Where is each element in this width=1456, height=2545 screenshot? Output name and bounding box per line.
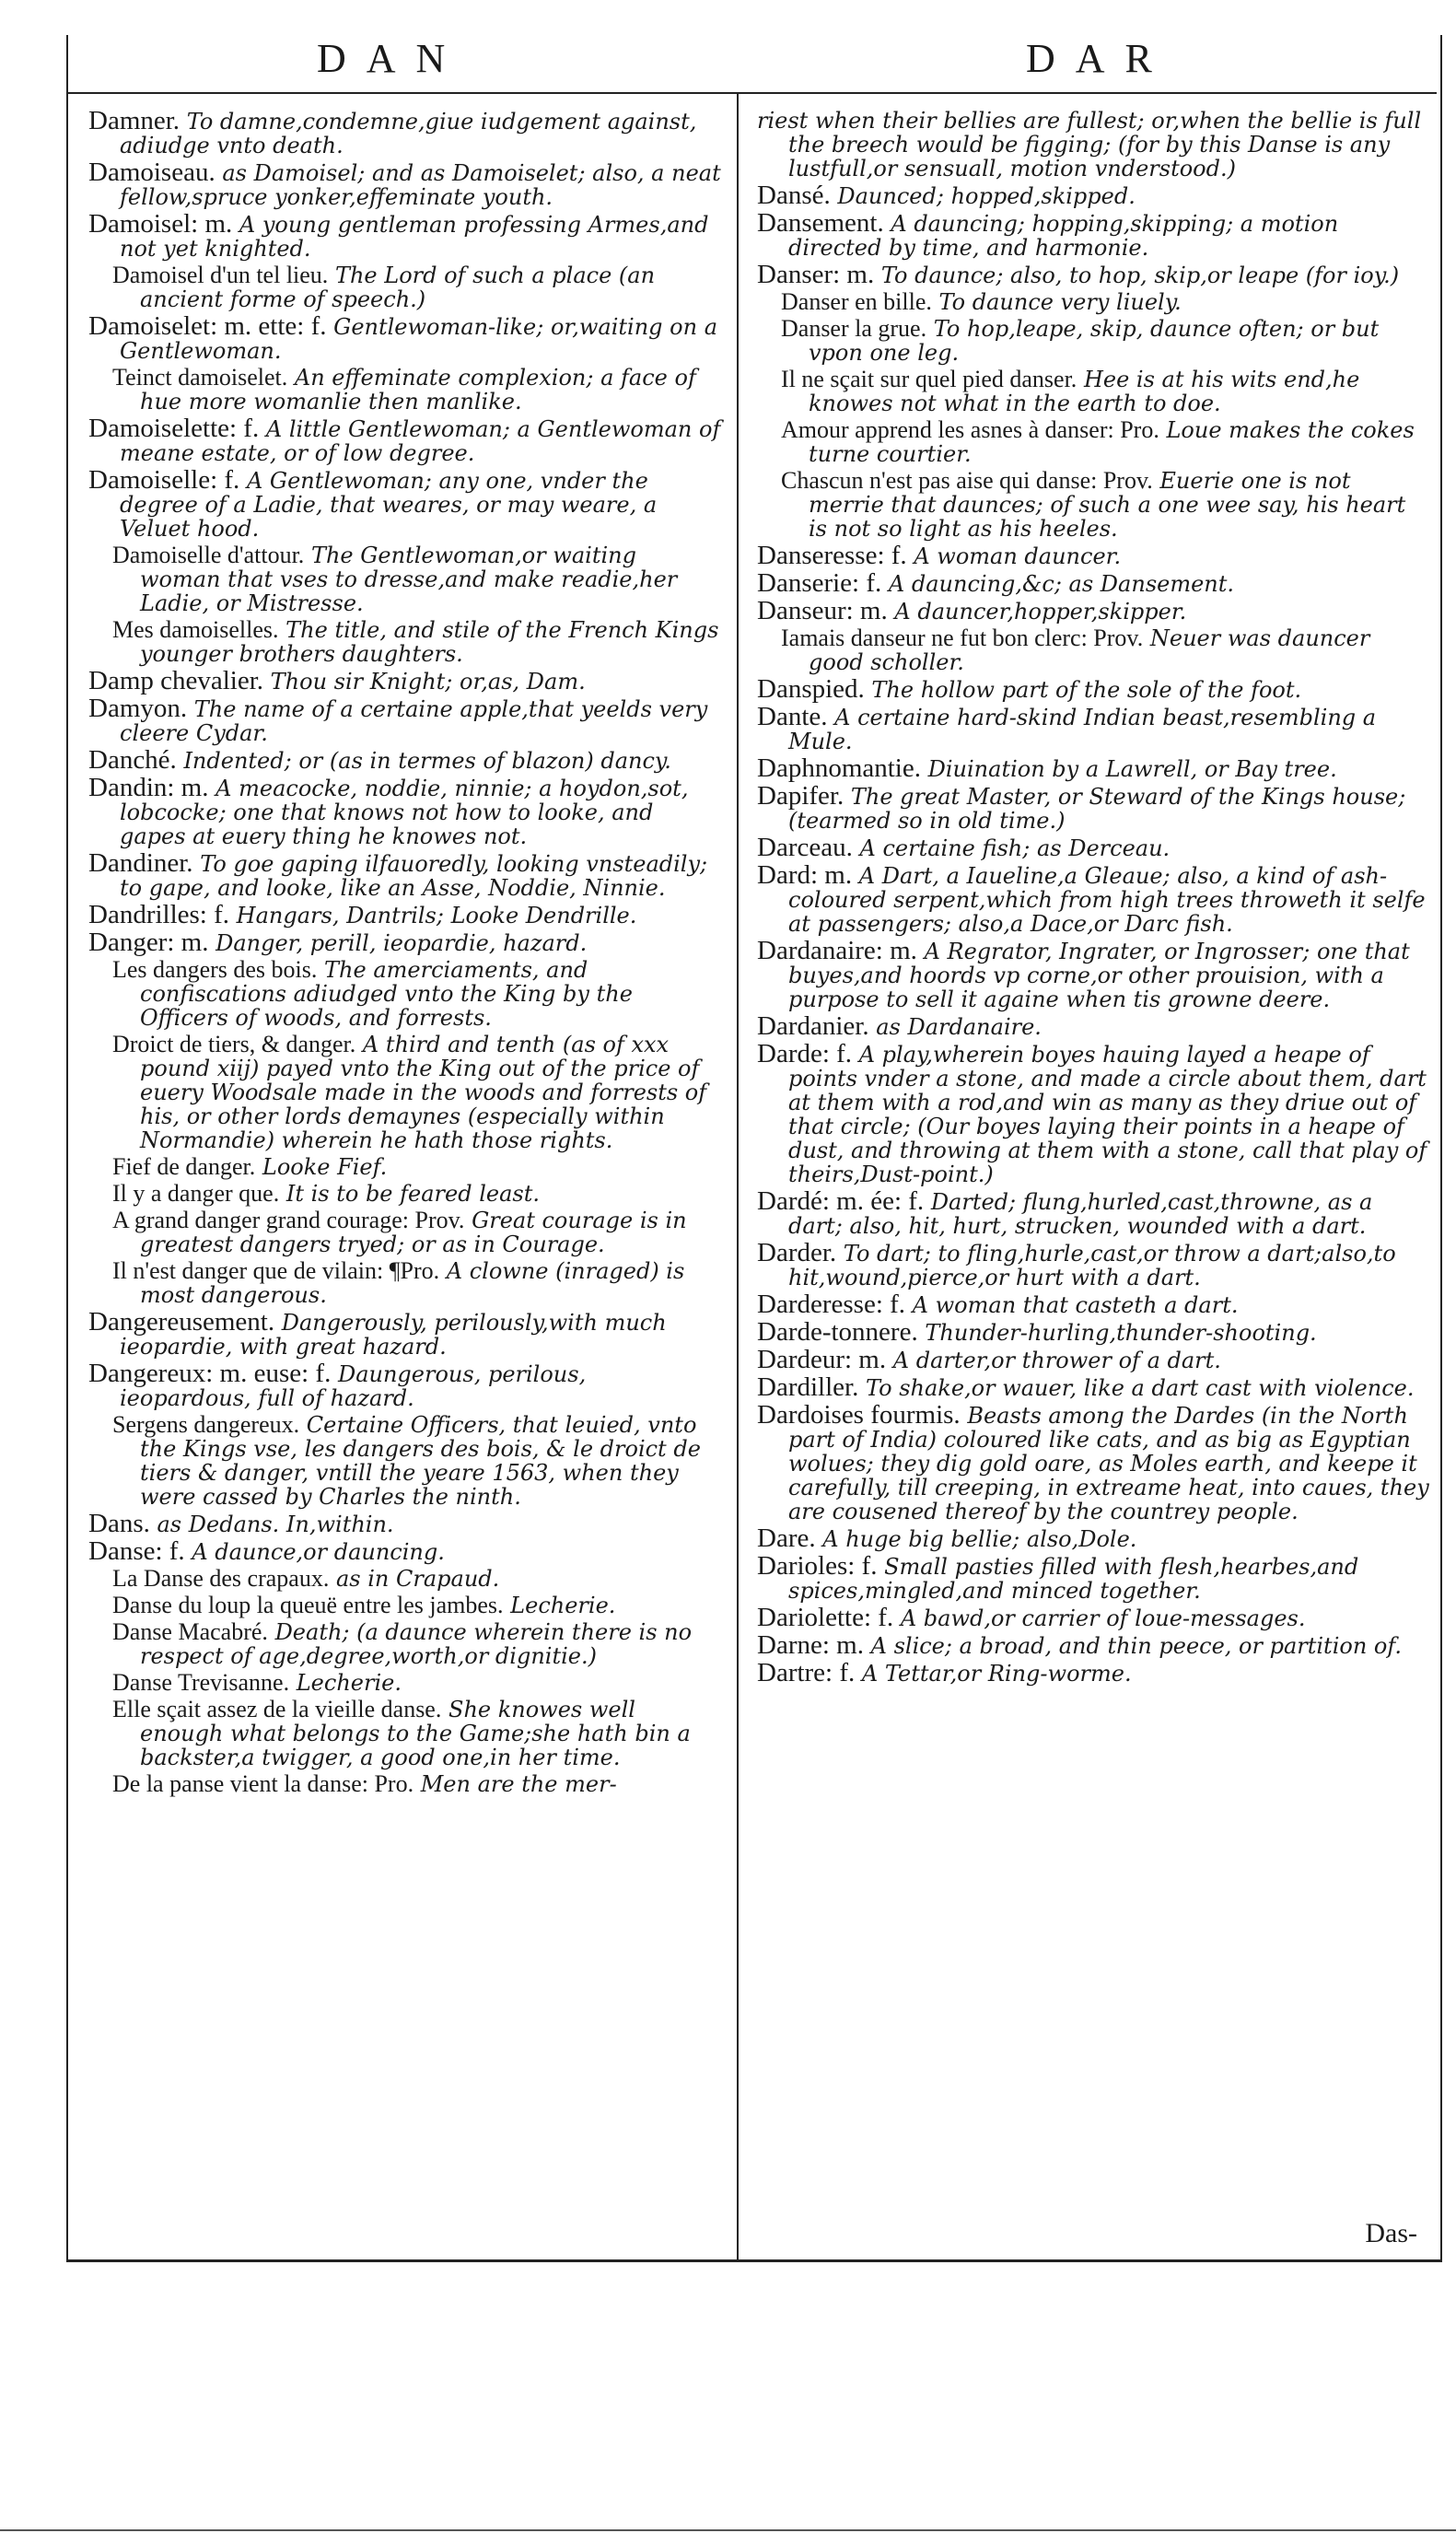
left-column — [88, 106, 724, 1799]
headword: Sergens dangereux. — [112, 1411, 300, 1438]
headword: Darder. — [757, 1238, 837, 1267]
headword: Danseresse: f. — [757, 541, 907, 570]
headword: Dardanier. — [757, 1011, 869, 1041]
dictionary-entry — [757, 1345, 1429, 1374]
definition: Daungerous, perilous, ieopardous, full of hazard. — [120, 1361, 587, 1411]
definition: A dauncing,&c; as Dansement. — [888, 571, 1235, 597]
dictionary-entry — [757, 1630, 1429, 1660]
dictionary-entry — [757, 183, 1429, 208]
definition: Daunced; hopped,skipped. — [837, 183, 1136, 209]
sub-entry — [88, 366, 724, 414]
sub-entry — [88, 1033, 724, 1152]
definition: as Damoisel; and as Damoiselet; also, a neat fellow,spruce yonker,effeminate youth. — [120, 160, 721, 210]
headword: Danse Macabré. — [112, 1618, 268, 1645]
headword: Dandrilles: f. — [88, 900, 230, 929]
definition: A Gentlewoman; any one, vnder the degree of a Ladie, that weares, or may weare, a Veluet hood. — [120, 468, 658, 542]
headword: Danse Trevisanne. — [112, 1669, 290, 1696]
sub-entry — [88, 1413, 724, 1509]
headword: Dansement. — [757, 208, 884, 238]
headword: Dartre: f. — [757, 1658, 856, 1687]
definition: The name of a certaine apple,that yeelds very cleere Cydar. — [120, 696, 708, 746]
dictionary-entry — [88, 311, 724, 364]
headword: Darde-tonnere. — [757, 1317, 918, 1347]
definition: To daunce; also, to hop, skip,or leape (for ioy.) — [880, 263, 1400, 288]
sub-entry — [88, 1259, 724, 1307]
definition: Hee is at his wits end,he knowes not what in the earth to doe. — [809, 367, 1360, 416]
definition: Dangerously, perilously,with much ieopardie, with great hazard. — [120, 1310, 667, 1360]
headword: Damoisel d'un tel lieu. — [112, 262, 329, 288]
dictionary-entry — [757, 1372, 1429, 1402]
definition: A bawd,or carrier of loue-messages. — [900, 1605, 1306, 1631]
definition: Loue makes the cokes turne courtier. — [809, 417, 1415, 467]
headword: Mes damoiselles. — [112, 616, 279, 643]
dictionary-entry — [88, 465, 724, 542]
dictionary-entry — [88, 696, 724, 745]
dictionary-entry — [88, 848, 724, 901]
headword: Danspied. — [757, 674, 865, 704]
definition: The amerciaments, and confiscations adiudged vnto the King by the Officers of woods, and forrests. — [140, 957, 633, 1031]
definition: A certaine hard-skind Indian beast,resembling a Mule. — [788, 705, 1377, 754]
dictionary-entry — [757, 1238, 1429, 1290]
headword: Dard: m. — [757, 860, 853, 890]
definition: Danger, perill, ieopardie, hazard. — [215, 930, 588, 956]
definition: Men are the mer- — [420, 1771, 617, 1797]
headword: Dans. — [88, 1509, 150, 1538]
dictionary-entry — [88, 1361, 724, 1410]
dictionary-entry — [757, 1605, 1429, 1630]
definition: Euerie one is not merrie that daunces; of such a one wee say, his heart is not so light as his heeles. — [809, 468, 1406, 542]
definition: A clowne (inraged) is most dangerous. — [140, 1258, 685, 1308]
dictionary-entry — [88, 900, 724, 929]
dictionary-entry — [757, 1039, 1429, 1187]
definition: A meacocke, noddie, ninnie; a hoydon,sot, lobcocke; one that knows not how to looke, and gapes at euery thing he knowes not. — [120, 776, 689, 849]
definition: The title, and stile of the French Kings younger brothers daughters. — [140, 617, 719, 667]
sub-entry — [88, 1698, 724, 1769]
dictionary-entry — [757, 109, 1429, 181]
definition: A certaine fish; as Derceau. — [859, 835, 1171, 861]
definition: A daunce,or dauncing. — [192, 1539, 445, 1565]
definition: A woman that casteth a dart. — [912, 1292, 1239, 1318]
headword: Danse du loup la queuë entre les jambes. — [112, 1592, 504, 1618]
headword: Darde: f. — [757, 1039, 853, 1068]
running-header — [68, 35, 1437, 94]
definition: A Tettar,or Ring-worme. — [861, 1661, 1132, 1687]
definition: as Dardanaire. — [876, 1014, 1042, 1040]
dictionary-entry — [757, 753, 1429, 783]
definition: An effeminate complexion; a face of hue more womanlie then manlike. — [140, 365, 696, 414]
definition: Darted; flung,hurled,cast,throwne, as a dart; also, hit, hurt, strucken, wounded with a dart. — [788, 1189, 1373, 1239]
definition: Looke Fief. — [262, 1154, 388, 1180]
headword: Danger: m. — [88, 928, 209, 957]
headword: Dangereusement. — [88, 1307, 275, 1337]
definition: A Regrator, Ingrater, or Ingrosser; one that buyes,and hoords vp corne,or other prouision, with a purpose to sell it againe when tis growne deere. — [788, 939, 1410, 1012]
headword: Danser: m. — [757, 260, 875, 289]
dictionary-entry — [757, 260, 1429, 289]
headword: Dare. — [757, 1523, 816, 1553]
definition: The great Master, or Steward of the Kings house; (tearmed so in old time.) — [788, 784, 1406, 834]
sub-entry — [88, 1772, 724, 1796]
headword: Damoiselle: f. — [88, 465, 240, 495]
dictionary-entry — [757, 208, 1429, 261]
definition: Certaine Officers, that leuied, vnto the Kings vse, les dangers des bois, & le droict de tiers & danger, vntill the yeare 1563, when they were cassed by Charles the ninth. — [140, 1412, 701, 1510]
sub-entry — [757, 469, 1429, 541]
sub-entry — [88, 1671, 724, 1695]
dictionary-entry — [88, 1307, 724, 1360]
definition: A slice; a broad, and thin peece, or partition of. — [870, 1633, 1403, 1659]
headword: La Danse des crapaux. — [112, 1565, 330, 1592]
headword: Dardanaire: m. — [757, 936, 917, 965]
dictionary-entry — [757, 1658, 1429, 1687]
definition: The Gentlewoman,or waiting woman that vses to dresse,and make readie,her Ladie, or Mistresse. — [140, 543, 678, 616]
headword: Darceau. — [757, 833, 853, 862]
catchword: Das- — [1365, 2218, 1417, 2248]
definition: The hollow part of the sole of the foot. — [871, 677, 1302, 703]
headword: Dante. — [757, 702, 828, 731]
dictionary-entry — [88, 160, 724, 209]
definition: A dauncer,hopper,skipper. — [894, 599, 1187, 625]
header-left: DAN — [317, 36, 466, 81]
definition: To hop,leape, skip, daunce often; or but vpon one leg. — [809, 316, 1380, 366]
headword: Dangereux: m. euse: f. — [88, 1359, 332, 1388]
definition: To dart; to fling,hurle,cast,or throw a dart;also,to hit,wound,pierce,or hurt with a dart. — [788, 1241, 1396, 1290]
headword: Dansé. — [757, 181, 831, 210]
dictionary-entry — [757, 702, 1429, 754]
definition: A huge big bellie; also,Dole. — [822, 1526, 1137, 1552]
headword: Il y a danger que. — [112, 1180, 280, 1207]
headword: Dardiller. — [757, 1372, 859, 1402]
dictionary-entry — [88, 1509, 724, 1538]
dictionary-entry — [757, 860, 1429, 937]
definition: To daunce very liuely. — [938, 289, 1182, 315]
headword: Droict de tiers, & danger. — [112, 1031, 356, 1057]
definition: Hangars, Dantrils; Looke Dendrille. — [236, 903, 637, 928]
headword: Damoiselle d'attour. — [112, 542, 305, 568]
sub-entry — [757, 418, 1429, 466]
headword: Dariolette: f. — [757, 1603, 894, 1632]
dictionary-entry — [88, 773, 724, 849]
headword: Elle sçait assez de la vieille danse. — [112, 1696, 442, 1722]
headword: Darderesse: f. — [757, 1290, 906, 1319]
sub-entry — [88, 1155, 724, 1179]
dictionary-entry — [757, 936, 1429, 1012]
column-divider — [737, 94, 739, 2260]
dictionary-entry — [757, 1523, 1429, 1553]
headword: Chascun n'est pas aise qui danse: Prov. — [781, 467, 1153, 494]
headword: Damoisel: m. — [88, 209, 233, 239]
headword: De la panse vient la danse: Pro. — [112, 1770, 414, 1797]
headword: Il n'est danger que de vilain: ¶Pro. — [112, 1257, 440, 1284]
definition: It is to be feared least. — [285, 1181, 540, 1207]
headword: Damner. — [88, 106, 181, 135]
headword: Damp chevalier. — [88, 666, 264, 695]
definition: Diuination by a Lawrell, or Bay tree. — [927, 756, 1337, 782]
headword: Damoiselette: f. — [88, 414, 260, 443]
dictionary-entry — [757, 781, 1429, 834]
sub-entry — [88, 1594, 724, 1617]
headword: Iamais danseur ne fut bon clerc: Prov. — [781, 625, 1144, 651]
dictionary-entry — [88, 209, 724, 262]
dictionary-entry — [757, 568, 1429, 598]
headword: Danser la grue. — [781, 315, 927, 342]
definition: as in Crapaud. — [335, 1566, 500, 1592]
sub-entry — [88, 618, 724, 666]
definition: A dauncing; hopping,skipping; a motion directed by time, and harmonie. — [788, 211, 1339, 261]
headword: Danseur: m. — [757, 596, 888, 625]
headword: Il ne sçait sur quel pied danser. — [781, 366, 1077, 392]
definition: A young gentleman professing Armes,and not yet knighted. — [120, 212, 709, 262]
definition: riest when their bellies are fullest; or,when the bellie is full the breech would be figging; (for by this Danse is any lustfull,or sensuall, motion vnderstood.) — [757, 108, 1422, 181]
headword: Danser en bille. — [781, 288, 932, 315]
headword: Fief de danger. — [112, 1153, 256, 1180]
definition: Neuer was dauncer good scholler. — [809, 625, 1370, 675]
dictionary-entry — [757, 1551, 1429, 1604]
sub-entry — [88, 1567, 724, 1591]
sub-entry — [88, 1620, 724, 1668]
definition: Indented; or (as in termes of blazon) dancy. — [183, 748, 671, 774]
sub-entry — [88, 543, 724, 615]
definition: Thunder-hurling,thunder-shooting. — [925, 1320, 1317, 1346]
definition: A darter,or thrower of a dart. — [892, 1348, 1221, 1373]
definition: as Dedans. In,within. — [157, 1512, 394, 1537]
headword: Damoiselet: m. ette: f. — [88, 311, 327, 341]
dictionary-entry — [757, 835, 1429, 860]
definition: To goe gaping ilfauoredly, looking vnsteadily; to gape, and looke, like an Asse, Noddie, Ninnie. — [120, 851, 708, 901]
dictionary-entry — [88, 416, 724, 465]
headword: Dardoises fourmis. — [757, 1400, 961, 1430]
headword: Dardé: m. ée: f. — [757, 1186, 925, 1216]
sub-entry — [88, 1182, 724, 1206]
dictionary-entry — [757, 1317, 1429, 1347]
dictionary-entry — [88, 1536, 724, 1566]
sub-entry — [757, 317, 1429, 365]
headword: Les dangers des bois. — [112, 956, 318, 983]
definition: Gentlewoman-like; or,waiting on a Gentlewoman. — [120, 314, 718, 364]
sub-entry — [88, 958, 724, 1030]
definition: A Dart, a Iaueline,a Gleaue; also, a kind of ash-coloured serpent,which from high trees throweth it selfe at passengers; also,a Dace,or Darc fish. — [788, 863, 1426, 937]
sub-entry — [88, 263, 724, 311]
dictionary-entry — [757, 1292, 1429, 1317]
headword: Teinct damoiselet. — [112, 364, 288, 391]
headword: Damoiseau. — [88, 158, 215, 187]
headword: Darioles: f. — [757, 1551, 878, 1581]
definition: Thou sir Knight; or,as, Dam. — [270, 669, 586, 695]
sub-entry — [757, 626, 1429, 674]
headword: Amour apprend les asnes à danser: Pro. — [781, 416, 1159, 443]
definition: A woman dauncer. — [914, 543, 1122, 569]
definition: Lecherie. — [296, 1670, 402, 1696]
bottom-rule — [0, 2529, 1456, 2531]
headword: Darne: m. — [757, 1630, 864, 1660]
definition: A third and tenth (as of xxx pound xiij) payed vnto the King out of the price of euery Woodsale made in the woods and forrests of his, or other lords demaynes (especially within Normandie) wherein he hath those rights. — [140, 1032, 707, 1153]
definition: A play,wherein boyes hauing layed a heape of points vnder a stone, and made a circle about them, dart at them with a rod,and win as many as they driue out of that circle; (Our boyes laying their points in a heape of dust, and throwing at them with a stone, call that play of theirs,Dust-point.) — [788, 1042, 1427, 1187]
definition: To shake,or wauer, like a dart cast with violence. — [865, 1375, 1415, 1401]
headword: Dapifer. — [757, 781, 844, 811]
definition: Great courage is in greatest dangers tryed; or as in Courage. — [140, 1208, 687, 1257]
sub-entry — [757, 368, 1429, 415]
definition: She knowes well enough what belongs to the Game;she hath bin a backster,a twigger, a good one,in her time. — [140, 1697, 691, 1770]
definition: Death; (a daunce wherein there is no respect of age,degree,worth,or dignitie.) — [140, 1619, 693, 1669]
definition: Small pasties filled with flesh,hearbes,and spices,mingled,and minced together. — [788, 1554, 1359, 1604]
headword: Danserie: f. — [757, 568, 882, 598]
definition: Beasts among the Dardes (in the North part of India) coloured like cats, and as big as Egyptian wolues; they dig gold oare, as Moles earth, and keepe it carefully, till creeping, in extreame heat, into caues, they are cousened thereof by the countrey people. — [788, 1403, 1429, 1524]
headword: Dandiner. — [88, 848, 193, 878]
headword: Damyon. — [88, 694, 188, 723]
dictionary-entry — [88, 106, 724, 158]
dictionary-entry — [757, 1400, 1429, 1524]
sub-entry — [88, 1208, 724, 1256]
right-column — [757, 109, 1429, 1688]
sub-entry — [757, 290, 1429, 314]
headword: A grand danger grand courage: Prov. — [112, 1207, 465, 1233]
dictionary-entry — [88, 930, 724, 955]
dictionary-entry — [757, 1011, 1429, 1041]
definition: The Lord of such a place (an ancient forme of speech.) — [140, 263, 656, 312]
headword: Danse: f. — [88, 1536, 185, 1566]
headword: Daphnomantie. — [757, 753, 921, 783]
dictionary-entry — [757, 1186, 1429, 1239]
header-right: DAR — [1026, 36, 1172, 81]
headword: Dardeur: m. — [757, 1345, 887, 1374]
dictionary-entry — [757, 543, 1429, 568]
headword: Danché. — [88, 745, 177, 775]
dictionary-entry — [88, 666, 724, 695]
dictionary-entry — [757, 596, 1429, 625]
dictionary-entry — [88, 745, 724, 775]
definition: To damne,condemne,giue iudgement against, adiudge vnto death. — [120, 109, 697, 158]
definition: A little Gentlewoman; a Gentlewoman of meane estate, or of low degree. — [120, 416, 721, 466]
dictionary-entry — [757, 674, 1429, 704]
definition: Lecherie. — [510, 1593, 616, 1618]
headword: Dandin: m. — [88, 773, 209, 802]
